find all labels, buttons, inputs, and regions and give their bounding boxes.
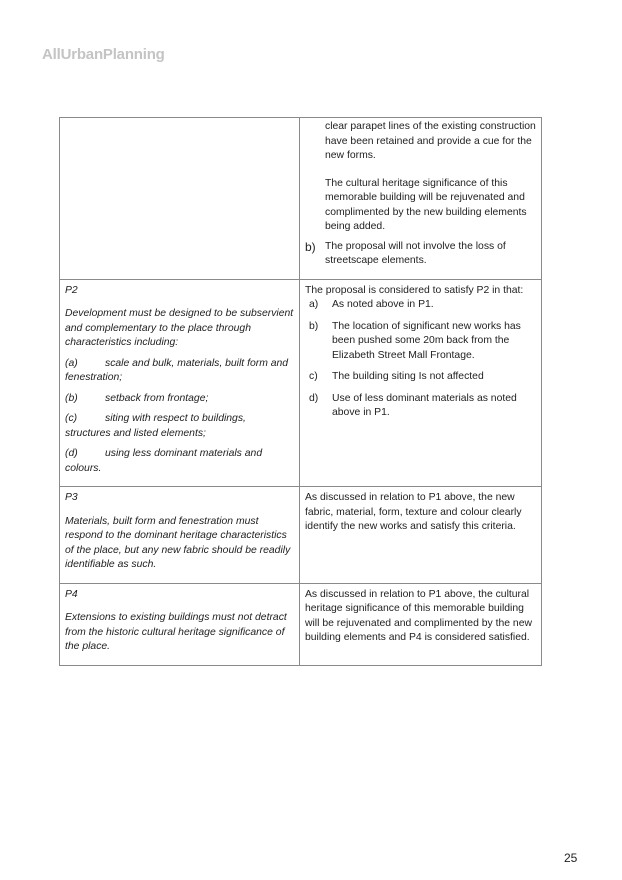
criterion-cell-empty [60,118,300,280]
criterion-code: P4 [65,588,78,600]
sub-item-label: (b) [65,392,78,404]
sub-item-label: (d) [65,448,78,459]
item-marker: c) [309,371,318,382]
response-cell-continued [300,118,542,280]
list-item [305,320,536,364]
table-row-p3 [60,487,542,584]
response-list [305,298,536,421]
response-cell-p3 [300,487,542,584]
criterion-sub-item [65,447,294,476]
sub-item-label: (c) [65,413,78,424]
list-item [305,392,536,421]
criterion-sub-item [65,357,294,386]
criterion-text: Extensions to existing buildings must not detract from the historic cultural heritage significance of the place. [65,612,287,652]
response-text: As discussed in relation to P1 above, the cultural heritage significance of this memorable building will be rejuvenated and complimented by the new building elements and P4 is considered satisfied. [305,588,532,643]
criterion-sub-item [65,412,294,441]
table-row-p2 [60,279,542,487]
item-marker: b) [309,320,319,332]
sub-item-text: using less dominant materials and colours. [65,448,263,474]
response-text: As discussed in relation to P1 above, the new fabric, material, form, texture and colour clearly identify the new works and satisfy this criteria. [305,492,522,532]
criterion-cell-p4 [60,583,300,665]
item-marker: d) [309,392,319,404]
list-item [305,298,536,313]
table-row-p4 [60,583,542,665]
criterion-code: P3 [65,492,78,503]
item-text: The location of significant new works has been pushed some 20m back from the Elizabeth Street Mall Frontage. [332,320,521,361]
criterion-text: Materials, built form and fenestration must respond to the dominant heritage characteristics of the place, but any new fabric should be readily identifiable as such. [65,515,291,570]
continued-paragraph: clear parapet lines of the existing construction have been retained and provide a cue for the new forms. [325,121,536,161]
sub-item-text: siting with respect to buildings, structures and listed elements; [65,413,246,439]
item-marker: b) [305,239,316,254]
continued-paragraph: The cultural heritage significance of this memorable building will be rejuvenated and complimented by the new building elements being added. [325,177,527,232]
page-number: 25 [564,851,578,865]
site-logo: AllUrbanPlanning [42,46,165,63]
response-item-b [305,240,536,269]
item-text: Use of less dominant materials as noted above in P1. [332,392,517,418]
item-marker: a) [309,299,319,310]
item-text: The proposal will not involve the loss of streetscape elements. [325,240,506,266]
criterion-text: Development must be designed to be subservient and complementary to the place through characteristics including: [65,308,294,348]
table-row-continued [60,118,542,280]
continued-response [325,120,536,235]
criterion-sub-item [65,392,294,407]
response-cell-p2 [300,279,542,487]
criterion-code: P2 [65,284,78,296]
list-item [305,370,536,385]
item-text: As noted above in P1. [332,299,434,310]
response-lead: The proposal is considered to satisfy P2 in that: [305,284,524,296]
criterion-cell-p3 [60,487,300,584]
response-cell-p4 [300,583,542,665]
criterion-cell-p2 [60,279,300,487]
sub-item-text: setback from frontage; [105,392,209,404]
item-text: The building siting Is not affected [332,371,484,382]
sub-item-label: (a) [65,357,78,369]
sub-item-text: scale and bulk, materials, built form and fenestration; [65,357,289,383]
heritage-criteria-table [59,117,542,666]
